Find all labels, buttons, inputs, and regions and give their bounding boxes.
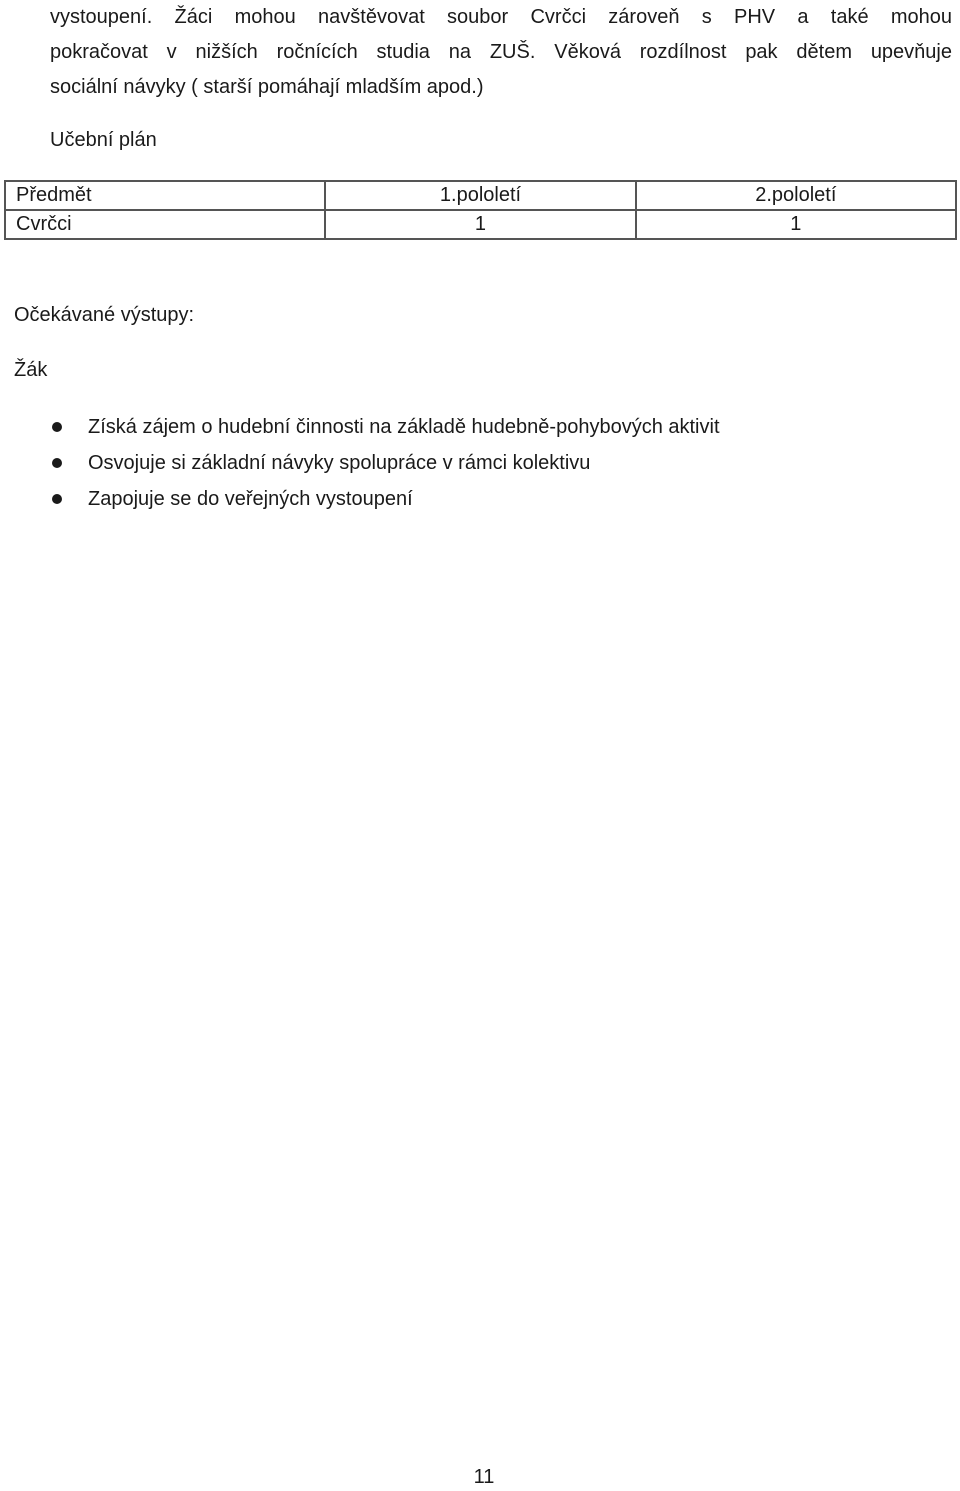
list-item-text: Získá zájem o hudební činnosti na základě hudebně-pohybových aktivit bbox=[88, 416, 720, 438]
plan-table-header-row bbox=[5, 181, 956, 210]
list-item bbox=[0, 481, 720, 517]
page-number: 11 bbox=[473, 1466, 495, 1488]
bullet-icon bbox=[52, 458, 62, 468]
plan-cell-term-1: 1 bbox=[325, 210, 635, 239]
intro-paragraph bbox=[50, 0, 952, 105]
table-row bbox=[5, 210, 956, 239]
list-item-text: Osvojuje si základní návyky spolupráce v rámci kolektivu bbox=[88, 452, 591, 474]
intro-line-2: pokračovat v nižších ročnících studia na ZUŠ. Věková rozdílnost pak dětem upevňuje bbox=[50, 41, 952, 63]
plan-cell-subject: Cvrčci bbox=[5, 210, 325, 239]
plan-table bbox=[4, 180, 957, 240]
pupil-label: Žák bbox=[14, 359, 48, 381]
list-item bbox=[0, 445, 720, 481]
plan-header-term-2: 2.pololetí bbox=[636, 181, 956, 210]
plan-heading: Učební plán bbox=[50, 129, 157, 151]
bullet-icon bbox=[52, 494, 62, 504]
intro-line-1: vystoupení. Žáci mohou navštěvovat soubor Cvrčci zároveň s PHV a také mohou bbox=[50, 6, 952, 28]
outcomes-list bbox=[0, 409, 720, 517]
list-item-text: Zapojuje se do veřejných vystoupení bbox=[88, 488, 413, 510]
bullet-icon bbox=[52, 422, 62, 432]
expected-outputs-label: Očekávané výstupy: bbox=[14, 304, 195, 326]
plan-header-term-1: 1.pololetí bbox=[325, 181, 635, 210]
plan-header-subject: Předmět bbox=[5, 181, 325, 210]
plan-cell-term-2: 1 bbox=[636, 210, 956, 239]
list-item bbox=[0, 409, 720, 445]
intro-line-3: sociální návyky ( starší pomáhají mladším apod.) bbox=[50, 76, 484, 98]
